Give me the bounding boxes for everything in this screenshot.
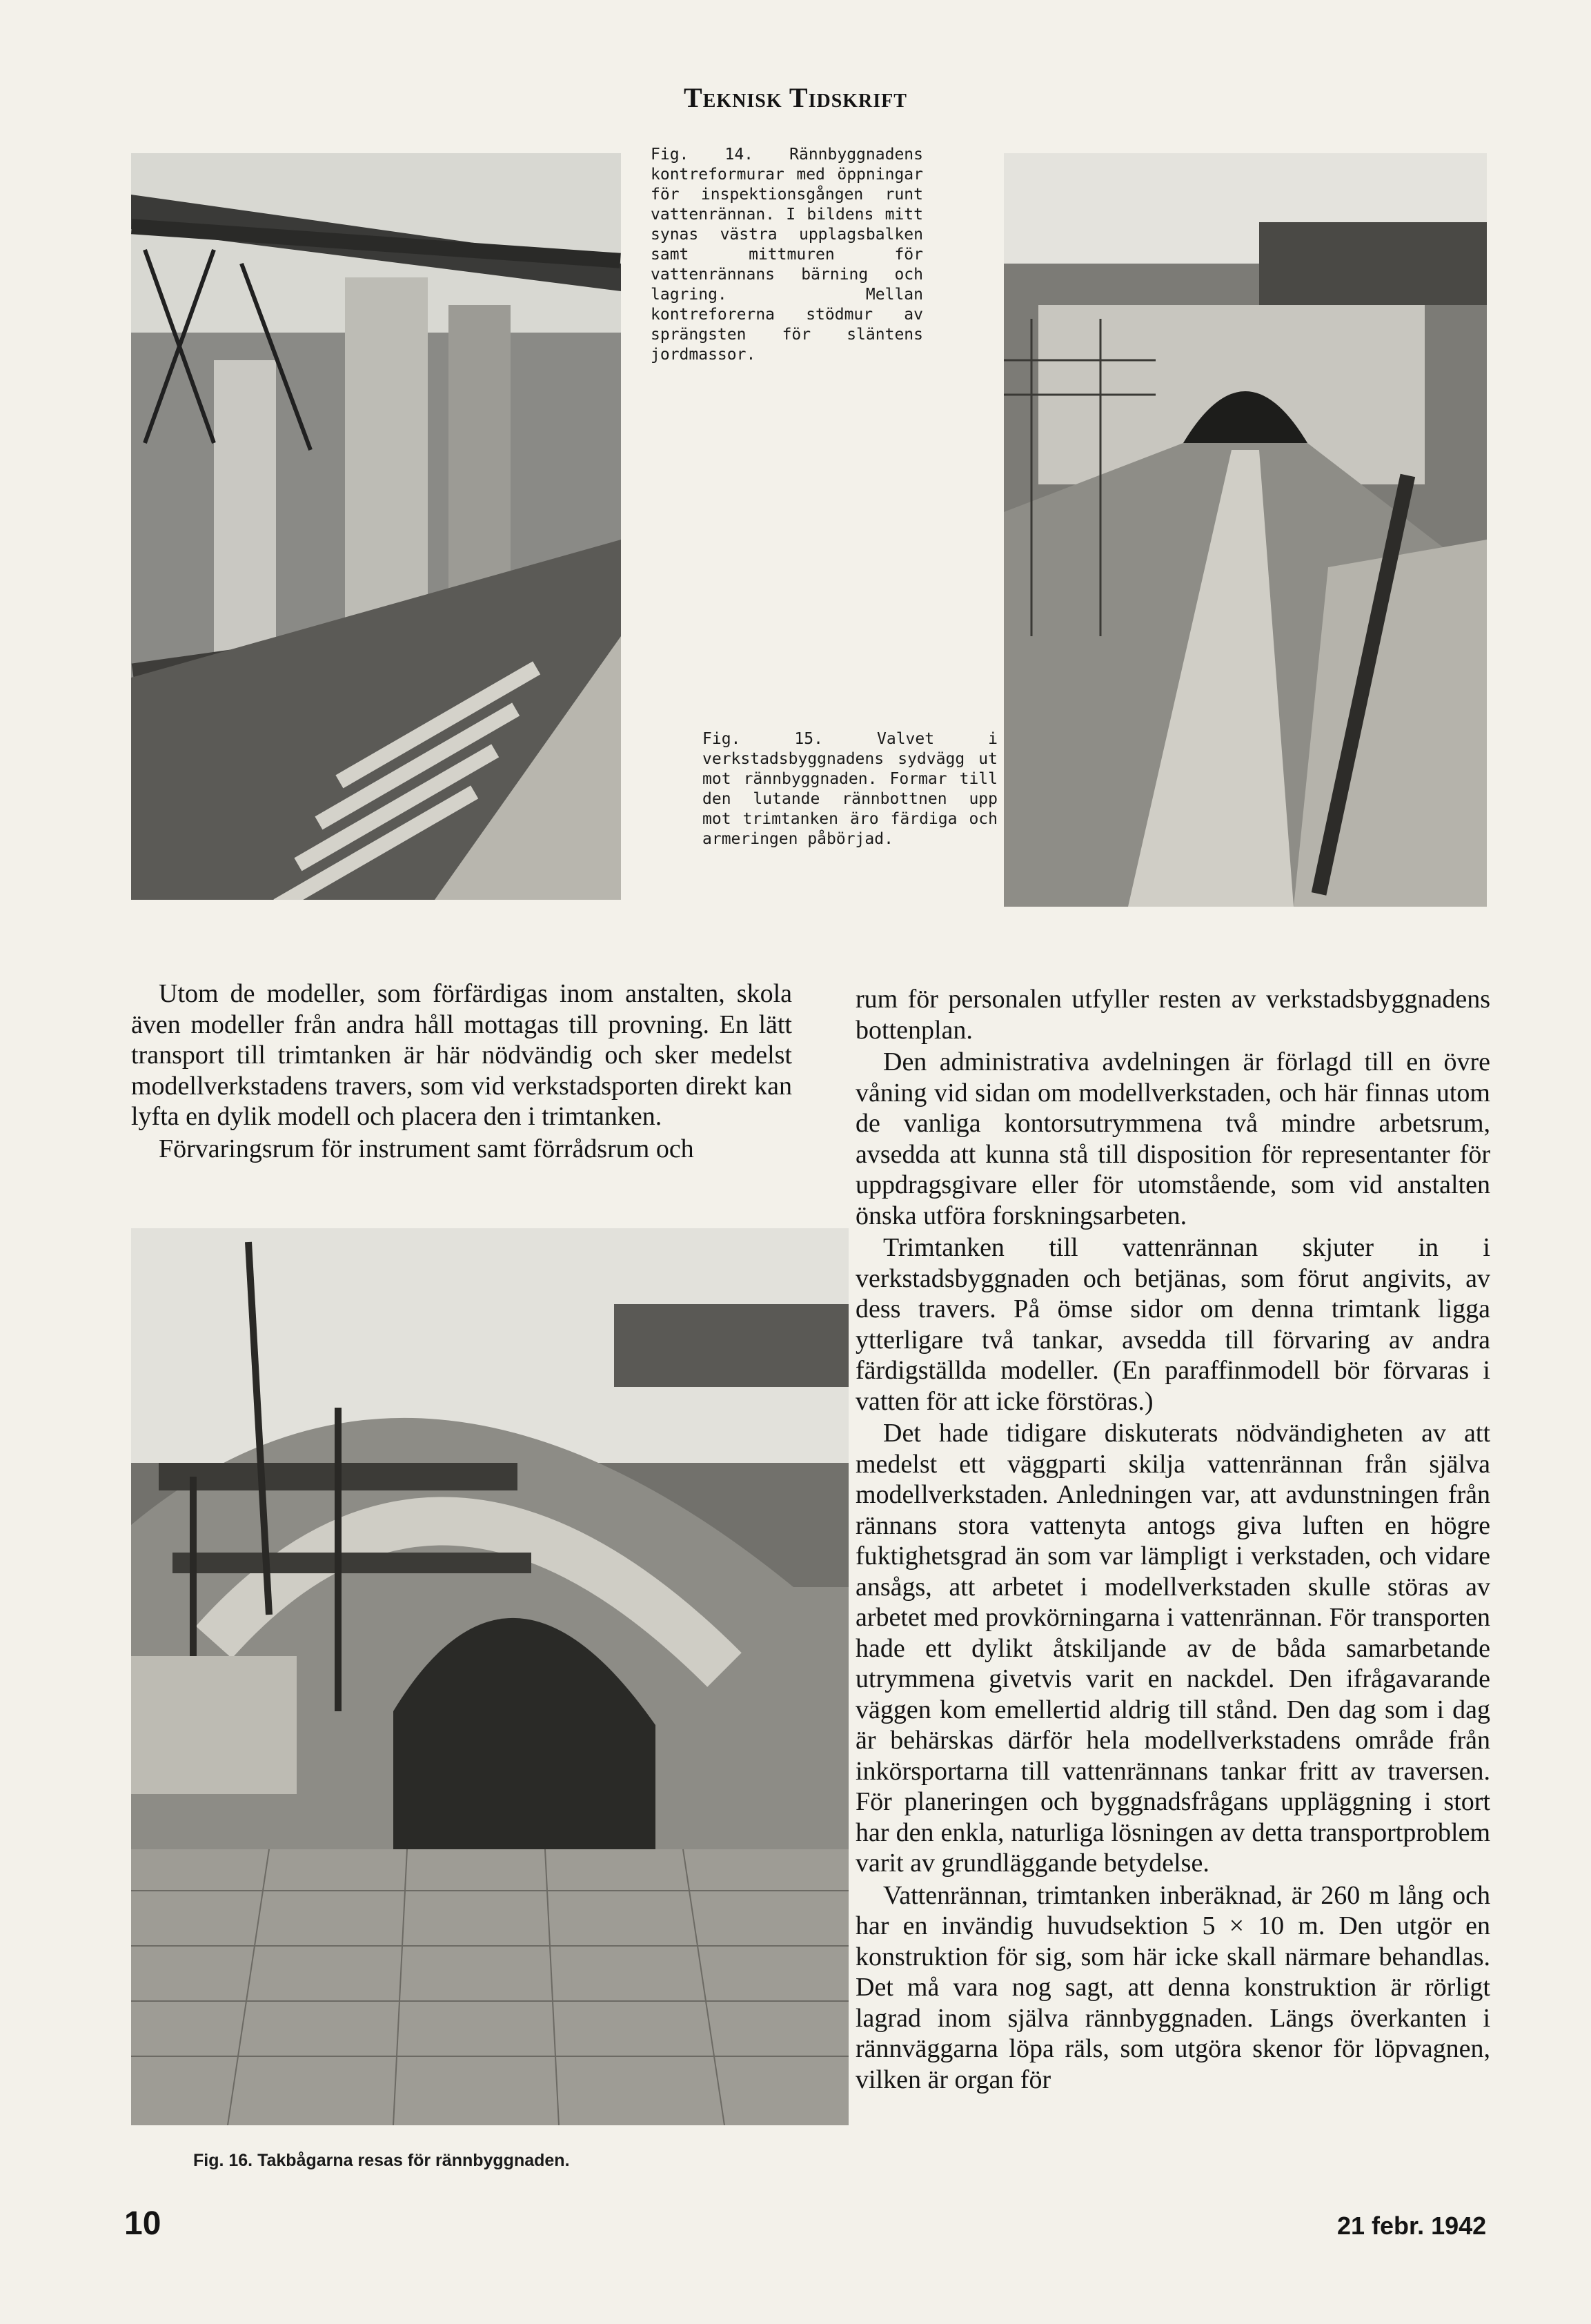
left-paragraph: Förvaringsrum för instrument samt förrådsrum och xyxy=(159,1134,694,1163)
fig16-caption: Fig. 16. Takbågarna resas för rännbyggnaden. xyxy=(193,2151,570,2170)
fig15-caption: Fig. 15. Valvet i verkstadsbyggnadens sydvägg ut mot rännbyggnaden. Formar till den lutande rännbottnen upp mot trimtanken äro färdiga och armeringen påbörjad. xyxy=(702,730,998,848)
journal-header: Teknisk Tidskrift xyxy=(684,82,907,113)
fig15-photo xyxy=(1004,153,1487,907)
right-paragraph: rum för personalen utfyller resten av verkstadsbyggnadens bottenplan. xyxy=(856,985,1490,1045)
fig14-caption: Fig. 14. Rännbyggnadens kontreformurar med öppningar för inspektionsgången runt vattenrännan. I bildens mitt synas västra upplagsbalken samt mittmuren för vattenrännans bärning och lagring. Mellan kontreforerna stödmur av sprängsten för släntens jordmassor. xyxy=(651,146,923,364)
right-paragraph: Trimtanken till vattenrännan skjuter in i verkstadsbyggnaden och betjänas, som förut angivits, av dess travers. På ömse sidor om denna trimtank ligga ytterligare två tankar, avsedda till förvaring av andra färdigställda modeller. (En paraffinmodell bör förvaras i vatten för att icke förstöras.) xyxy=(856,1233,1490,1416)
page-number: 10 xyxy=(124,2205,161,2242)
fig14-photo xyxy=(131,153,621,900)
left-paragraph: Utom de modeller, som förfärdigas inom anstalten, skola även modeller från andra håll mottagas till provning. En lätt transport till trimtanken är här nödvändig och sker medelst modellverkstadens travers, som vid verkstadsporten direkt kan lyfta en dylik modell och placera den i trimtanken. xyxy=(131,979,792,1131)
right-paragraph: Det hade tidigare diskuterats nödvändigheten av att medelst ett väggparti skilja vattenrännan från själva modellverkstaden. Anledningen var, att avdunstningen från rännans stora vattenyta antogs giva luften en högre fuktighetsgrad än som var lämpligt i verkstaden, och vidare ansågs, att arbetet i modellverkstaden skulle störas av arbetet med provkörningarna i vattenrännan. För transporten hade ett dylikt åtskiljande av de båda samarbetande utrymmena givetvis varit en nackdel. Den ifrågavarande väggen kom emellertid aldrig till stånd. Den dag som i dag är behärskas därför hela modellverkstadens område från inkörsportarna till vattenrännans tankar fritt av traversen. För planeringen och byggnadsfrågans uppläggning i stort har den enkla, naturliga lösningen av detta transportproblem varit av grundläggande betydelse. xyxy=(856,1419,1490,1878)
issue-date: 21 febr. 1942 xyxy=(1337,2212,1487,2240)
right-paragraph: Den administrativa avdelningen är förlagd till en övre våning vid sidan om modellverkstaden, och här finnas utom de vanliga kontorsutrymmena två mindre arbetsrum, avsedda att kunna stå till disposition för representanter för uppdragsgivare eller för utomstående, som vid anstalten önska utföra forskningsarbeten. xyxy=(856,1047,1490,1230)
right-paragraph: Vattenrännan, trimtanken inberäknad, är 260 m lång och har en invändig huvudsektion 5 × 10 m. Den utgör en konstruktion för sig, som här icke skall närmare behandlas. Det må vara nog sagt, att denna konstruktion är rörligt lagrad inom själva rännbyggnaden. Längs överkanten i rännväggarna löpa räls, som utgöra skenor för löpvagnen, vilken är organ för xyxy=(856,1880,1490,2094)
right-text-column xyxy=(856,984,1490,2095)
fig16-photo xyxy=(131,1228,849,2125)
left-text-column xyxy=(131,978,792,1164)
